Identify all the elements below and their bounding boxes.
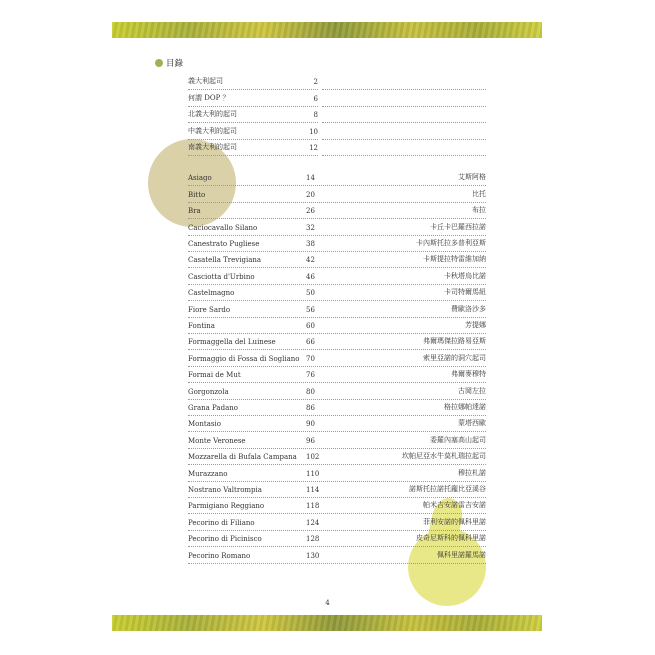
- cheese-name-italian: Canestrato Pugliese: [188, 239, 260, 248]
- cheese-page-number: 66: [306, 338, 315, 347]
- cheese-name-chinese: 芳提娜: [465, 320, 486, 329]
- toc-cheese-row[interactable]: [188, 367, 486, 383]
- cheese-name-italian: Nostrano Valtrompia: [188, 485, 262, 494]
- page-number: 4: [325, 599, 330, 607]
- toc-entry-title: 北義大利的起司: [188, 110, 237, 119]
- toc-cheese-row[interactable]: [188, 285, 486, 301]
- cheese-name-italian: Montasio: [188, 420, 221, 429]
- cheese-name-chinese: 卡內斯托拉多普利亞斯: [416, 238, 486, 247]
- cheese-page-number: 76: [306, 371, 315, 380]
- cheese-page-number: 124: [306, 518, 320, 527]
- top-decorative-band: [112, 22, 542, 38]
- cheese-name-chinese: 古岡左拉: [458, 386, 486, 395]
- cheese-name-italian: Pecorino Romano: [188, 551, 251, 560]
- toc-intro-row[interactable]: [188, 123, 318, 139]
- cheese-name-italian: Bitto: [188, 190, 206, 199]
- toc-cheese-row[interactable]: [188, 350, 486, 366]
- cheese-name-chinese: 費歐洛沙多: [451, 304, 486, 313]
- cheese-name-chinese: 諾斯托拉諾托龐比亞溪谷: [409, 484, 486, 493]
- toc-entry-title: 南義大利的起司: [188, 142, 237, 151]
- cheese-name-italian: Fontina: [188, 321, 215, 330]
- toc-heading-text: 目錄: [166, 59, 184, 69]
- toc-intro-row[interactable]: [188, 74, 318, 90]
- toc-cheese-row[interactable]: [188, 514, 486, 530]
- toc-cheese-row[interactable]: [188, 547, 486, 563]
- cheese-page-number: 50: [306, 289, 315, 298]
- cheese-name-italian: Pecorino di Picinisco: [188, 535, 262, 544]
- cheese-name-italian: Gorgonzola: [188, 387, 229, 396]
- cheese-page-number: 32: [306, 223, 315, 232]
- toc-cheese-row[interactable]: [188, 432, 486, 448]
- cheese-name-chinese: 卡司特爾馬紐: [444, 288, 486, 297]
- toc-cheese-row[interactable]: [188, 236, 486, 252]
- cheese-page-number: 102: [306, 453, 320, 462]
- cheese-name-chinese: 穆拉札諾: [458, 468, 486, 477]
- cheese-name-chinese: 卡丘卡巴羅西拉諾: [430, 222, 486, 231]
- cheese-page-number: 60: [306, 321, 315, 330]
- cheese-name-chinese: 布拉: [472, 206, 486, 215]
- toc-cheese-row[interactable]: [188, 203, 486, 219]
- cheese-name-italian: Fiore Sardo: [188, 305, 231, 314]
- toc-cheese-row[interactable]: [188, 383, 486, 399]
- cheese-page-number: 26: [306, 207, 315, 216]
- cheese-name-chinese: 索里亞諾的洞穴起司: [423, 353, 486, 362]
- cheese-name-italian: Bra: [188, 207, 201, 216]
- toc-dotted-leader: [322, 74, 486, 90]
- cheese-name-chinese: 委羅內塞高山起司: [430, 435, 486, 444]
- cheese-name-chinese: 皮奇尼斯科的佩科里諾: [416, 534, 486, 543]
- toc-dotted-leader: [322, 140, 486, 156]
- toc-cheese-row[interactable]: [188, 465, 486, 481]
- toc-cheese-row[interactable]: [188, 219, 486, 235]
- cheese-name-italian: Castelmagno: [188, 289, 235, 298]
- cheese-name-chinese: 菲利安諾的佩科里諾: [423, 517, 486, 526]
- toc-cheese-row[interactable]: [188, 318, 486, 334]
- cheese-page-number: 130: [306, 551, 320, 560]
- cheese-name-italian: Mozzarella di Bufala Campana: [188, 453, 297, 462]
- cheese-page-number: 128: [306, 535, 320, 544]
- cheese-name-chinese: 比托: [472, 189, 486, 198]
- cheese-name-italian: Pecorino di Filiano: [188, 518, 255, 527]
- toc-intro-row[interactable]: [188, 90, 318, 106]
- toc-cheese-row[interactable]: [188, 416, 486, 432]
- toc-cheese-row[interactable]: [188, 449, 486, 465]
- cheese-name-italian: Formai de Mut: [188, 371, 241, 380]
- cheese-page-number: 118: [306, 502, 320, 511]
- cheese-page-number: 42: [306, 256, 315, 265]
- bullet-dot-icon: [155, 59, 163, 67]
- cheese-page-number: 86: [306, 403, 315, 412]
- toc-entry-title: 中義大利的起司: [188, 126, 237, 135]
- cheese-page-number: 110: [306, 469, 320, 478]
- cheese-name-chinese: 卡秋塔烏比諾: [444, 271, 486, 280]
- cheese-page-number: 114: [306, 485, 320, 494]
- toc-cheese-row[interactable]: [188, 170, 486, 186]
- bottom-decorative-band: [112, 615, 542, 631]
- cheese-page-number: 90: [306, 420, 315, 429]
- toc-cheese-row[interactable]: [188, 400, 486, 416]
- toc-cheese-row[interactable]: [188, 186, 486, 202]
- toc-cheese-row[interactable]: [188, 334, 486, 350]
- cheese-name-chinese: 卡斯提拉特雷維加納: [423, 255, 486, 264]
- cheese-page-number: 96: [306, 436, 315, 445]
- cheese-page-number: 14: [306, 174, 315, 183]
- cheese-name-chinese: 弗爾麥穆特: [451, 370, 486, 379]
- cheese-page-number: 70: [306, 354, 315, 363]
- cheese-name-italian: Caciocavallo Silano: [188, 223, 258, 232]
- cheese-name-italian: Parmigiano Reggiano: [188, 502, 265, 511]
- cheese-page-number: 80: [306, 387, 315, 396]
- cheese-name-chinese: 佩科里諾羅馬諾: [437, 550, 486, 559]
- cheese-name-chinese: 艾斯阿格: [458, 173, 486, 182]
- cheese-name-italian: Grana Padano: [188, 403, 238, 412]
- toc-cheese-row[interactable]: [188, 252, 486, 268]
- toc-dotted-leader: [322, 123, 486, 139]
- toc-dotted-leader: [322, 90, 486, 106]
- cheese-name-chinese: 帕米吉安諾雷吉安諾: [423, 501, 486, 510]
- toc-intro-row[interactable]: [188, 107, 318, 123]
- cheese-name-chinese: 格拉娜帕達諾: [444, 402, 486, 411]
- toc-entry-page: 8: [313, 111, 318, 120]
- toc-entry-title: 義大利起司: [188, 77, 223, 86]
- cheese-name-italian: Formaggella del Luinese: [188, 338, 276, 347]
- cheese-name-italian: Murazzano: [188, 469, 228, 478]
- cheese-name-chinese: 蒙塔西歐: [458, 419, 486, 428]
- cheese-page-number: 20: [306, 190, 315, 199]
- cheese-name-italian: Asiago: [188, 174, 212, 183]
- cheese-name-italian: Formaggio di Fossa di Sogliano: [188, 354, 300, 363]
- toc-entry-title: 何謂 DOP ？: [188, 93, 230, 102]
- toc-heading: [155, 57, 183, 69]
- toc-cheese-row[interactable]: [188, 531, 486, 547]
- toc-cheese-row[interactable]: [188, 301, 486, 317]
- cheese-page-number: 46: [306, 272, 315, 281]
- toc-entry-page: 12: [309, 143, 318, 152]
- cheese-name-italian: Monte Veronese: [188, 436, 246, 445]
- toc-intro-row[interactable]: [188, 140, 318, 156]
- cheese-page-number: 38: [306, 239, 315, 248]
- toc-cheese-row[interactable]: [188, 268, 486, 284]
- toc-cheese-row[interactable]: [188, 482, 486, 498]
- cheese-name-italian: Casatella Trevigiana: [188, 256, 262, 265]
- toc-entry-page: 6: [313, 94, 318, 103]
- cheese-page-number: 56: [306, 305, 315, 314]
- cheese-name-chinese: 弗爾瑪傑拉路易亞斯: [423, 337, 486, 346]
- toc-entry-page: 10: [309, 127, 318, 136]
- toc-entry-page: 2: [313, 78, 318, 87]
- cheese-name-chinese: 坎帕尼亞水牛莫札瑞拉起司: [402, 452, 486, 461]
- toc-dotted-leader: [322, 107, 486, 123]
- toc-cheese-row[interactable]: [188, 498, 486, 514]
- cheese-name-italian: Casciotta d'Urbino: [188, 272, 255, 281]
